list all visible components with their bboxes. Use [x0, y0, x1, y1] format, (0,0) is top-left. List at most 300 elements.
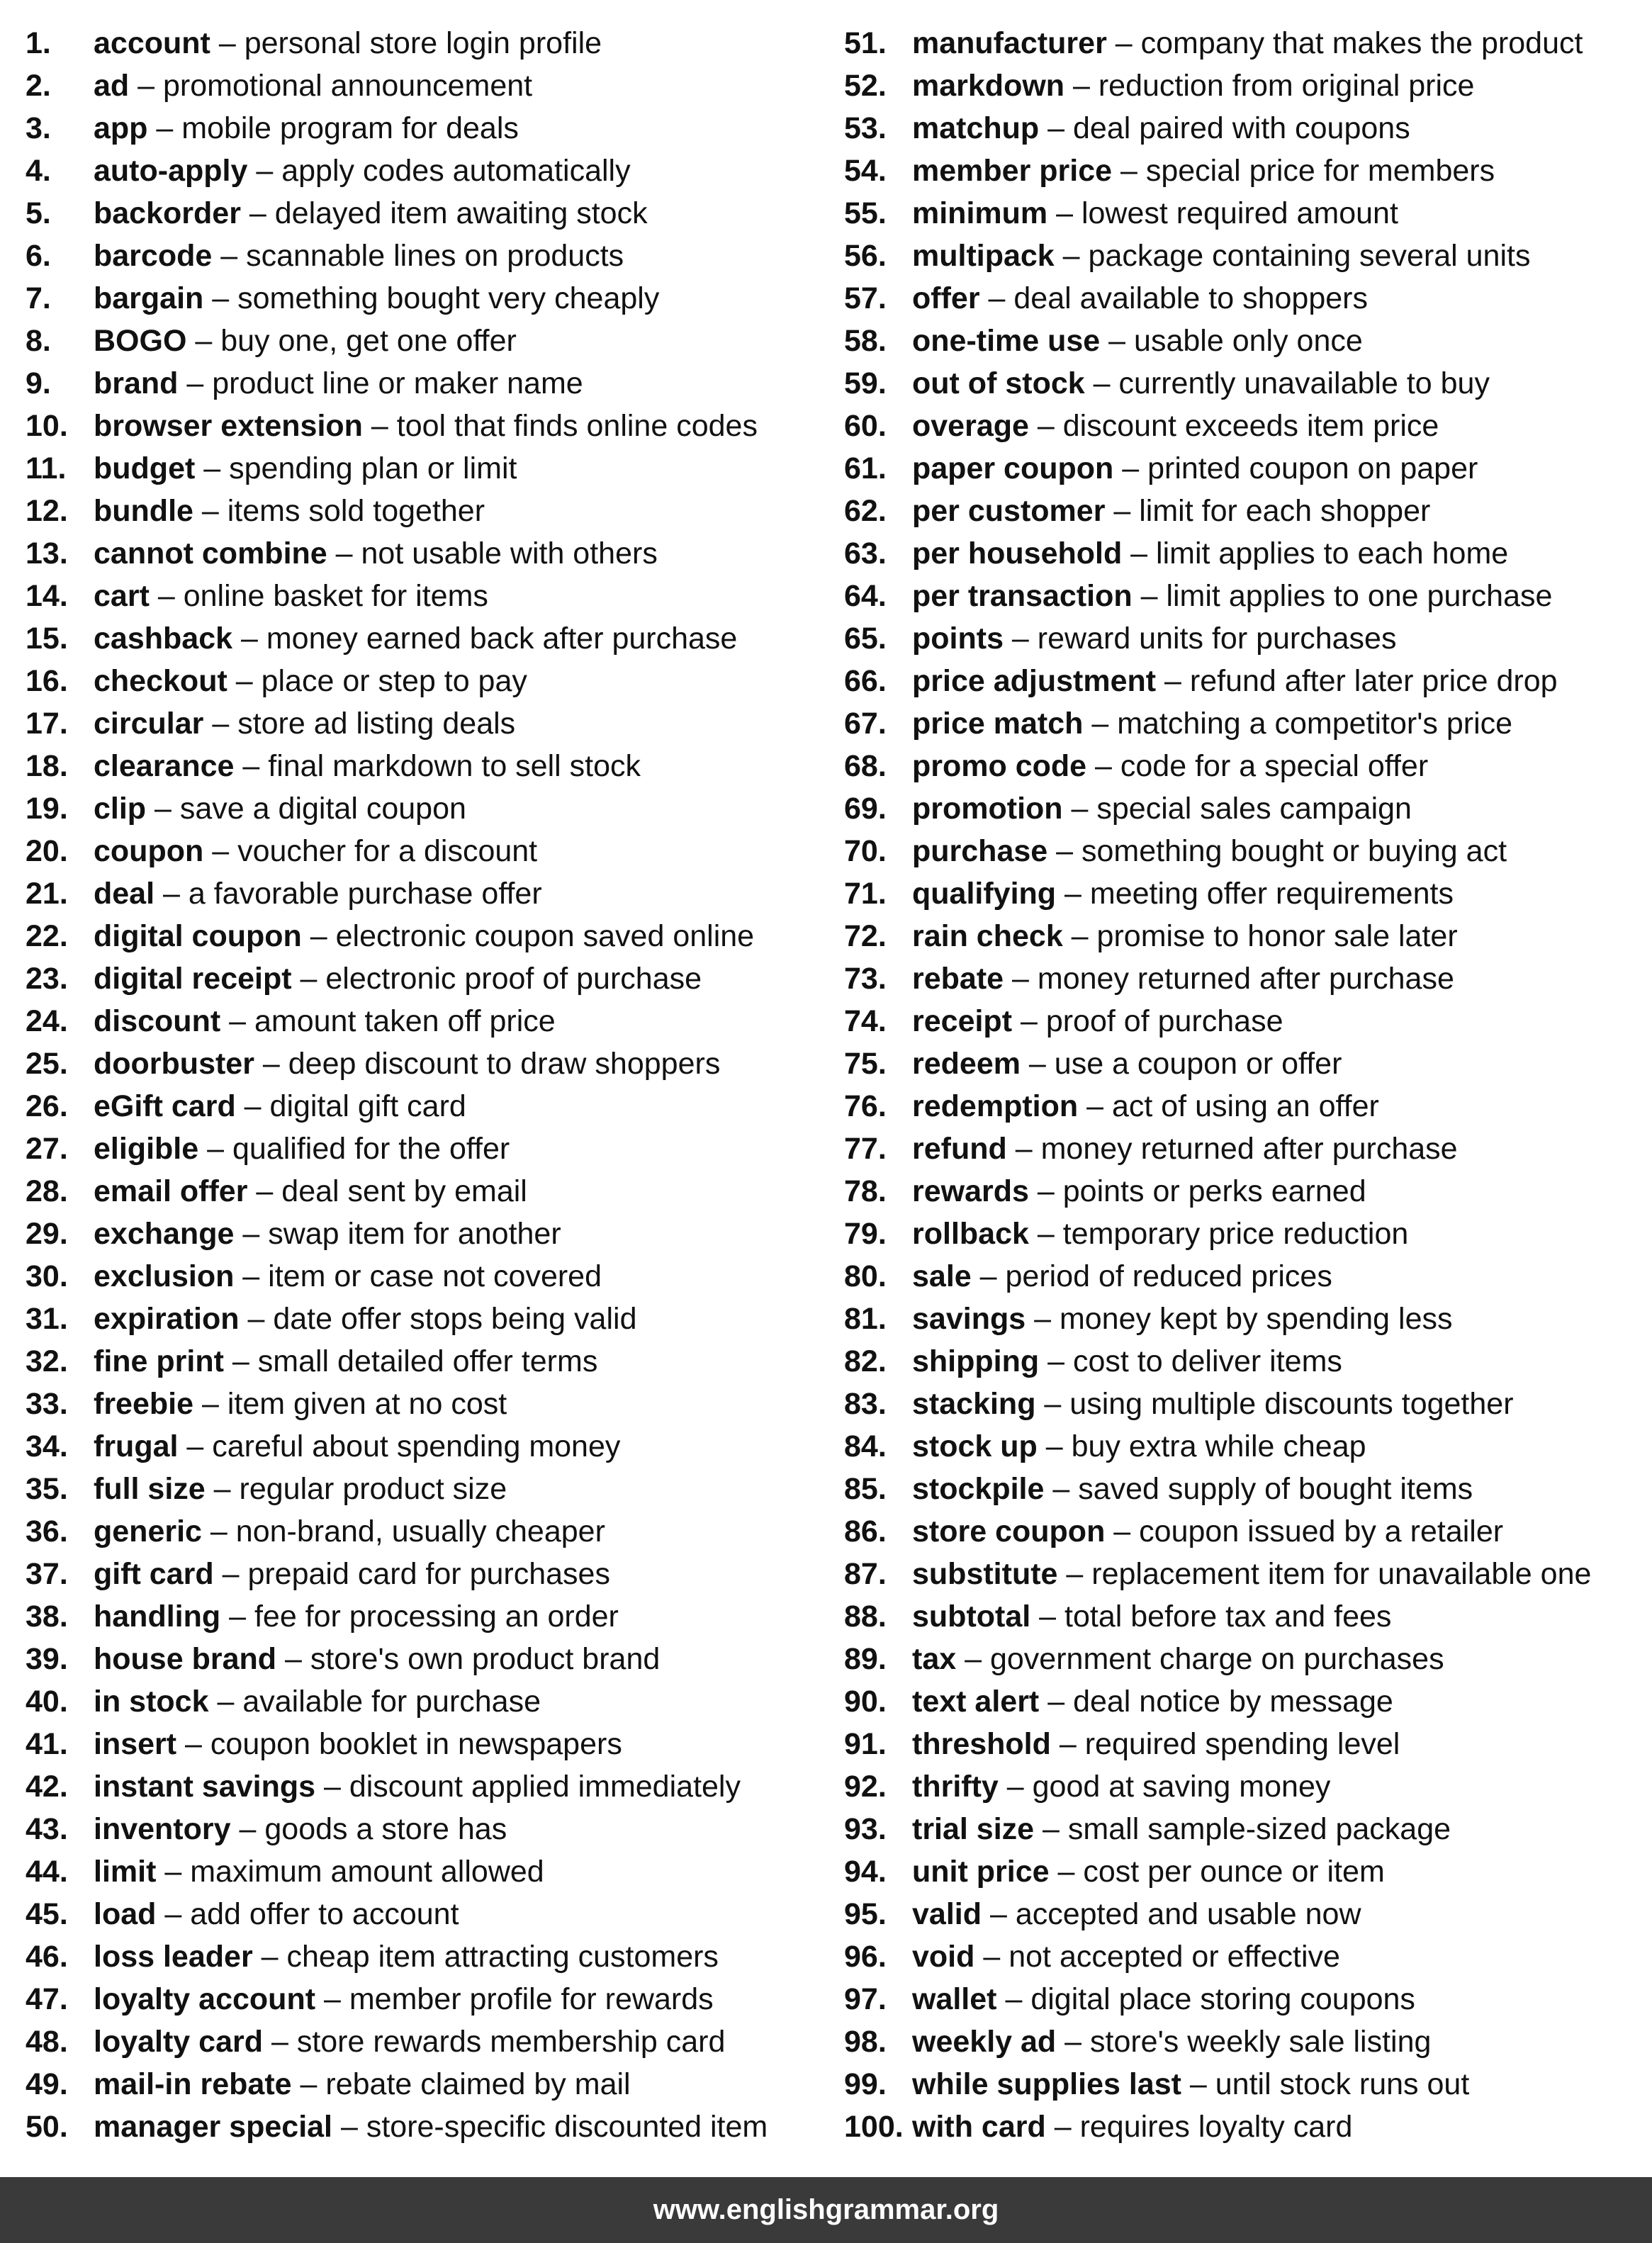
entry-term: receipt: [912, 1004, 1013, 1038]
entry-term: manufacturer: [912, 26, 1107, 60]
entry-separator: –: [327, 536, 361, 570]
entry-number: 68.: [844, 748, 887, 783]
entry-separator: –: [154, 876, 189, 911]
vocab-entry: [844, 702, 1645, 745]
vocab-entry: [26, 1808, 833, 1850]
entry-term: budget: [94, 451, 196, 485]
entry-definition: code for a special offer: [1120, 748, 1429, 783]
entry-number: 40.: [26, 1684, 68, 1719]
entry-term: mail-in rebate: [94, 2067, 292, 2101]
entry-term: digital receipt: [94, 961, 292, 996]
entry-separator: –: [156, 1896, 191, 1931]
entry-number: 73.: [844, 961, 887, 996]
vocab-entry: [844, 1213, 1645, 1255]
entry-number: 85.: [844, 1471, 887, 1506]
entry-term: multipack: [912, 238, 1055, 273]
entry-number: 44.: [26, 1854, 68, 1889]
vocab-entry: [26, 1255, 833, 1298]
entry-term: loss leader: [94, 1939, 253, 1974]
entry-separator: –: [1113, 451, 1148, 485]
vocab-entry: [844, 532, 1645, 575]
entry-number: 33.: [26, 1386, 68, 1421]
entry-separator: –: [1083, 706, 1118, 741]
entry-number: 13.: [26, 536, 68, 570]
vocab-entry: [26, 1595, 833, 1638]
vocab-entry: [26, 320, 833, 362]
entry-definition: buy extra while cheap: [1071, 1429, 1366, 1463]
entry-definition: something bought or buying act: [1081, 833, 1507, 868]
entry-separator: –: [220, 1599, 254, 1634]
vocab-entry: [844, 1723, 1645, 1765]
entry-term: frugal: [94, 1429, 179, 1463]
vocab-entry: [26, 660, 833, 702]
entry-definition: member profile for rewards: [349, 1981, 714, 2016]
entry-definition: not accepted or effective: [1008, 1939, 1340, 1974]
entry-definition: swap item for another: [268, 1216, 561, 1251]
entry-term: thrifty: [912, 1769, 999, 1804]
vocab-entry: [844, 1340, 1645, 1383]
vocab-entry: [26, 1850, 833, 1893]
vocab-entry: [26, 1765, 833, 1808]
entry-definition: printed coupon on paper: [1147, 451, 1478, 485]
entry-number: 17.: [26, 706, 68, 741]
entry-separator: –: [1054, 238, 1089, 273]
entry-term: loyalty card: [94, 2024, 263, 2059]
entry-definition: use a coupon or offer: [1054, 1046, 1342, 1081]
entry-term: markdown: [912, 68, 1065, 103]
entry-number: 7.: [26, 281, 51, 315]
entry-term: cannot combine: [94, 536, 327, 570]
vocab-entry: [26, 1425, 833, 1468]
vocab-entry: [844, 1765, 1645, 1808]
entry-separator: –: [252, 1939, 287, 1974]
vocab-entry: [26, 915, 833, 957]
entry-definition: until stock runs out: [1215, 2067, 1470, 2101]
entry-term: cashback: [94, 621, 233, 656]
entry-term: with card: [912, 2109, 1046, 2144]
vocab-entry: [26, 787, 833, 830]
entry-separator: –: [234, 748, 269, 783]
vocab-entry: [844, 405, 1645, 447]
entry-separator: –: [1057, 1556, 1092, 1591]
vocab-entry: [26, 2063, 833, 2106]
entry-term: digital coupon: [94, 918, 302, 953]
entry-term: text alert: [912, 1684, 1040, 1719]
entry-definition: spending plan or limit: [229, 451, 517, 485]
entry-separator: –: [1047, 196, 1081, 230]
entry-number: 28.: [26, 1174, 68, 1208]
entry-number: 94.: [844, 1854, 887, 1889]
vocab-entry: [844, 575, 1645, 617]
entry-definition: product line or maker name: [212, 366, 583, 400]
entry-number: 8.: [26, 323, 51, 358]
entry-definition: coupon booklet in newspapers: [210, 1726, 622, 1761]
entry-separator: –: [129, 68, 163, 103]
entry-term: house brand: [94, 1641, 277, 1676]
entry-term: bundle: [94, 493, 193, 528]
entry-number: 9.: [26, 366, 51, 400]
entry-definition: requires loyalty card: [1079, 2109, 1353, 2144]
vocab-entry: [26, 362, 833, 405]
entry-separator: –: [203, 281, 238, 315]
entry-definition: store-specific discounted item: [366, 2109, 768, 2144]
entry-definition: deep discount to draw shoppers: [288, 1046, 721, 1081]
entry-term: subtotal: [912, 1599, 1031, 1634]
entry-number: 82.: [844, 1344, 887, 1378]
vocab-entry: [844, 1000, 1645, 1042]
entry-term: per customer: [912, 493, 1106, 528]
entry-separator: –: [1050, 1726, 1085, 1761]
entry-term: loyalty account: [94, 1981, 316, 2016]
entry-definition: maximum amount allowed: [190, 1854, 544, 1889]
entry-number: 36.: [26, 1514, 68, 1548]
vocab-entry: [26, 1000, 833, 1042]
entry-definition: package containing several units: [1088, 238, 1531, 273]
vocab-entry: [844, 1808, 1645, 1850]
entry-number: 26.: [26, 1089, 68, 1123]
entry-number: 88.: [844, 1599, 887, 1634]
entry-definition: deal notice by message: [1073, 1684, 1393, 1719]
entry-separator: –: [176, 1726, 210, 1761]
entry-term: generic: [94, 1514, 202, 1548]
entry-number: 78.: [844, 1174, 887, 1208]
entry-definition: government charge on purchases: [989, 1641, 1444, 1676]
entry-term: deal: [94, 876, 155, 911]
entry-number: 43.: [26, 1811, 68, 1846]
entry-number: 30.: [26, 1259, 68, 1293]
entry-number: 23.: [26, 961, 68, 996]
vocab-entry: [844, 1085, 1645, 1128]
entry-definition: act of using an offer: [1111, 1089, 1379, 1123]
vocab-entry: [844, 1170, 1645, 1213]
entry-number: 70.: [844, 833, 887, 868]
vocab-entry: [26, 64, 833, 107]
entry-definition: usable only once: [1134, 323, 1363, 358]
entry-definition: limit applies to one purchase: [1166, 578, 1553, 613]
entry-term: sale: [912, 1259, 972, 1293]
vocab-entry: [26, 1510, 833, 1553]
entry-number: 60.: [844, 408, 887, 443]
entry-separator: –: [1030, 1599, 1065, 1634]
entry-definition: non-brand, usually cheaper: [235, 1514, 605, 1548]
vocab-entry: [844, 192, 1645, 235]
entry-number: 35.: [26, 1471, 68, 1506]
entry-definition: special sales campaign: [1096, 791, 1412, 826]
entry-number: 75.: [844, 1046, 887, 1081]
entry-number: 93.: [844, 1811, 887, 1846]
vocab-entry: [26, 22, 833, 64]
entry-term: discount: [94, 1004, 221, 1038]
entry-definition: personal store login profile: [244, 26, 602, 60]
entry-definition: place or step to pay: [261, 663, 527, 698]
entry-term: insert: [94, 1726, 177, 1761]
entry-number: 25.: [26, 1046, 68, 1081]
entry-number: 100.: [844, 2109, 904, 2144]
entry-definition: money kept by spending less: [1059, 1301, 1453, 1336]
vocab-entry: [26, 1340, 833, 1383]
entry-term: minimum: [912, 196, 1048, 230]
entry-separator: –: [234, 1259, 269, 1293]
entry-number: 96.: [844, 1939, 887, 1974]
vocab-entry: [26, 277, 833, 320]
entry-term: refund: [912, 1131, 1007, 1166]
vocab-entry: [26, 1978, 833, 2020]
entry-number: 52.: [844, 68, 887, 103]
entry-term: overage: [912, 408, 1029, 443]
vocab-entry: [26, 745, 833, 787]
entry-number: 42.: [26, 1769, 68, 1804]
entry-term: one-time use: [912, 323, 1101, 358]
vocab-entry: [26, 1298, 833, 1340]
entry-term: promotion: [912, 791, 1063, 826]
entry-separator: –: [1047, 833, 1082, 868]
vocab-entry: [26, 1085, 833, 1128]
entry-term: trial size: [912, 1811, 1035, 1846]
entry-definition: fee for processing an order: [254, 1599, 619, 1634]
entry-definition: scannable lines on products: [246, 238, 624, 273]
vocab-entry: [844, 872, 1645, 915]
entry-separator: –: [1056, 2024, 1090, 2059]
entry-number: 48.: [26, 2024, 68, 2059]
entry-definition: points or perks earned: [1062, 1174, 1366, 1208]
entry-separator: –: [1039, 1344, 1073, 1378]
entry-term: per transaction: [912, 578, 1133, 613]
entry-term: ad: [94, 68, 130, 103]
entry-definition: online basket for items: [183, 578, 488, 613]
entry-separator: –: [1004, 961, 1038, 996]
entry-definition: period of reduced prices: [1005, 1259, 1332, 1293]
entry-separator: –: [223, 1344, 258, 1378]
vocab-entry: [26, 617, 833, 660]
entry-number: 19.: [26, 791, 68, 826]
vocab-entry: [844, 320, 1645, 362]
entry-definition: reduction from original price: [1098, 68, 1475, 103]
entry-term: out of stock: [912, 366, 1085, 400]
entry-definition: refund after later price drop: [1189, 663, 1558, 698]
entry-number: 2.: [26, 68, 51, 103]
entry-term: clip: [94, 791, 147, 826]
vocab-entry: [844, 1383, 1645, 1425]
entry-separator: –: [1012, 1004, 1046, 1038]
website-url: www.englishgrammar.org: [653, 2194, 999, 2225]
entry-separator: –: [1062, 791, 1097, 826]
entry-number: 67.: [844, 706, 887, 741]
entry-term: rain check: [912, 918, 1063, 953]
entry-term: price adjustment: [912, 663, 1157, 698]
entry-definition: voucher for a discount: [237, 833, 538, 868]
entry-number: 64.: [844, 578, 887, 613]
entry-number: 3.: [26, 111, 51, 145]
entry-term: app: [94, 111, 148, 145]
vocab-entry: [844, 362, 1645, 405]
entry-term: savings: [912, 1301, 1026, 1336]
entry-separator: –: [247, 153, 282, 188]
entry-number: 20.: [26, 833, 68, 868]
entry-separator: –: [198, 1131, 232, 1166]
entry-separator: –: [1132, 578, 1167, 613]
entry-term: offer: [912, 281, 980, 315]
entry-separator: –: [240, 196, 275, 230]
vocab-entry: [26, 1638, 833, 1680]
vocab-entry: [844, 2106, 1645, 2148]
vocab-entry: [26, 1128, 833, 1170]
entry-term: brand: [94, 366, 179, 400]
entry-number: 58.: [844, 323, 887, 358]
entry-definition: using multiple discounts together: [1069, 1386, 1514, 1421]
entry-definition: matching a competitor's price: [1117, 706, 1513, 741]
entry-separator: –: [291, 2067, 326, 2101]
entry-term: freebie: [94, 1386, 194, 1421]
entry-term: cart: [94, 578, 150, 613]
entry-term: paper coupon: [912, 451, 1114, 485]
entry-number: 50.: [26, 2109, 68, 2144]
entry-separator: –: [315, 1769, 349, 1804]
entry-number: 5.: [26, 196, 51, 230]
entry-number: 45.: [26, 1896, 68, 1931]
entry-separator: –: [227, 663, 262, 698]
entry-separator: –: [208, 1684, 243, 1719]
entry-separator: –: [1112, 153, 1146, 188]
vocab-entry: [26, 1935, 833, 1978]
entry-number: 27.: [26, 1131, 68, 1166]
vocab-entry: [844, 1255, 1645, 1298]
entry-term: rewards: [912, 1174, 1029, 1208]
entry-separator: –: [232, 621, 266, 656]
entry-number: 15.: [26, 621, 68, 656]
entry-term: fine print: [94, 1344, 224, 1378]
entry-definition: digital place storing coupons: [1030, 1981, 1415, 2016]
entry-term: instant savings: [94, 1769, 316, 1804]
vocab-entry: [844, 660, 1645, 702]
entry-term: redeem: [912, 1046, 1021, 1081]
entry-definition: amount taken off price: [254, 1004, 556, 1038]
entry-definition: good at saving money: [1032, 1769, 1331, 1804]
entry-number: 95.: [844, 1896, 887, 1931]
vocab-entry: [844, 787, 1645, 830]
entry-separator: –: [979, 281, 1014, 315]
entry-definition: deal sent by email: [281, 1174, 527, 1208]
entry-definition: delayed item awaiting stock: [274, 196, 648, 230]
entry-number: 29.: [26, 1216, 68, 1251]
entry-term: wallet: [912, 1981, 997, 2016]
entry-definition: careful about spending money: [212, 1429, 621, 1463]
vocab-entry: [26, 1170, 833, 1213]
entry-separator: –: [201, 1514, 236, 1548]
entry-separator: –: [1056, 876, 1090, 911]
entry-definition: something bought very cheaply: [237, 281, 660, 315]
entry-definition: total before tax and fees: [1064, 1599, 1392, 1634]
entry-separator: –: [1105, 1514, 1140, 1548]
entry-term: threshold: [912, 1726, 1051, 1761]
vocab-entry: [844, 1595, 1645, 1638]
entry-separator: –: [1181, 2067, 1215, 2101]
entry-term: checkout: [94, 663, 227, 698]
entry-definition: replacement item for unavailable one: [1091, 1556, 1592, 1591]
entry-definition: regular product size: [239, 1471, 507, 1506]
entry-separator: –: [147, 111, 182, 145]
entry-term: eligible: [94, 1131, 199, 1166]
entry-separator: –: [195, 451, 230, 485]
vocab-entry: [26, 702, 833, 745]
entry-number: 39.: [26, 1641, 68, 1676]
entry-term: points: [912, 621, 1004, 656]
entry-number: 6.: [26, 238, 51, 273]
entry-term: member price: [912, 153, 1113, 188]
entry-term: circular: [94, 706, 204, 741]
entry-number: 62.: [844, 493, 887, 528]
vocab-entry: [26, 872, 833, 915]
entry-term: per household: [912, 536, 1123, 570]
entry-term: account: [94, 26, 210, 60]
vocab-entry: [26, 1723, 833, 1765]
vocab-entry: [844, 1638, 1645, 1680]
entry-separator: –: [193, 1386, 227, 1421]
entry-number: 31.: [26, 1301, 68, 1336]
entry-number: 92.: [844, 1769, 887, 1804]
entry-separator: –: [1037, 1429, 1072, 1463]
entry-separator: –: [193, 493, 227, 528]
vocabulary-column-right: [844, 22, 1645, 2148]
entry-term: purchase: [912, 833, 1048, 868]
entry-separator: –: [362, 408, 397, 443]
entry-term: stacking: [912, 1386, 1036, 1421]
entry-separator: –: [1034, 1811, 1068, 1846]
entry-term: load: [94, 1896, 157, 1931]
vocab-entry: [26, 1213, 833, 1255]
entry-term: in stock: [94, 1684, 209, 1719]
entry-term: exclusion: [94, 1259, 235, 1293]
entry-term: stockpile: [912, 1471, 1045, 1506]
entry-number: 74.: [844, 1004, 887, 1038]
entry-number: 24.: [26, 1004, 68, 1038]
entry-definition: limit for each shopper: [1139, 493, 1431, 528]
entry-separator: –: [1045, 2109, 1080, 2144]
entry-separator: –: [234, 1216, 269, 1251]
vocab-entry: [26, 2020, 833, 2063]
entry-definition: available for purchase: [242, 1684, 541, 1719]
vocab-entry: [844, 64, 1645, 107]
entry-definition: promise to honor sale later: [1096, 918, 1458, 953]
entry-number: 47.: [26, 1981, 68, 2016]
entry-number: 38.: [26, 1599, 68, 1634]
entry-number: 86.: [844, 1514, 887, 1548]
entry-term: inventory: [94, 1811, 231, 1846]
entry-number: 87.: [844, 1556, 887, 1591]
entry-separator: –: [1020, 1046, 1055, 1081]
entry-separator: –: [1039, 1684, 1074, 1719]
entry-term: price match: [912, 706, 1084, 741]
vocab-entry: [26, 490, 833, 532]
entry-definition: store ad listing deals: [237, 706, 516, 741]
entry-number: 12.: [26, 493, 68, 528]
entry-separator: –: [998, 1769, 1033, 1804]
entry-definition: rebate claimed by mail: [325, 2067, 631, 2101]
vocab-entry: [844, 1510, 1645, 1553]
entry-separator: –: [996, 1981, 1031, 2016]
entry-number: 57.: [844, 281, 887, 315]
entry-separator: –: [1100, 323, 1135, 358]
entry-term: redemption: [912, 1089, 1079, 1123]
entry-definition: mobile program for deals: [181, 111, 519, 145]
entry-term: auto-apply: [94, 153, 248, 188]
entry-number: 11.: [26, 451, 67, 485]
vocab-entry: [26, 575, 833, 617]
vocab-entry: [844, 2063, 1645, 2106]
entry-separator: –: [254, 1046, 288, 1081]
vocab-entry: [26, 107, 833, 150]
vocab-entry: [26, 532, 833, 575]
entry-separator: –: [203, 706, 238, 741]
